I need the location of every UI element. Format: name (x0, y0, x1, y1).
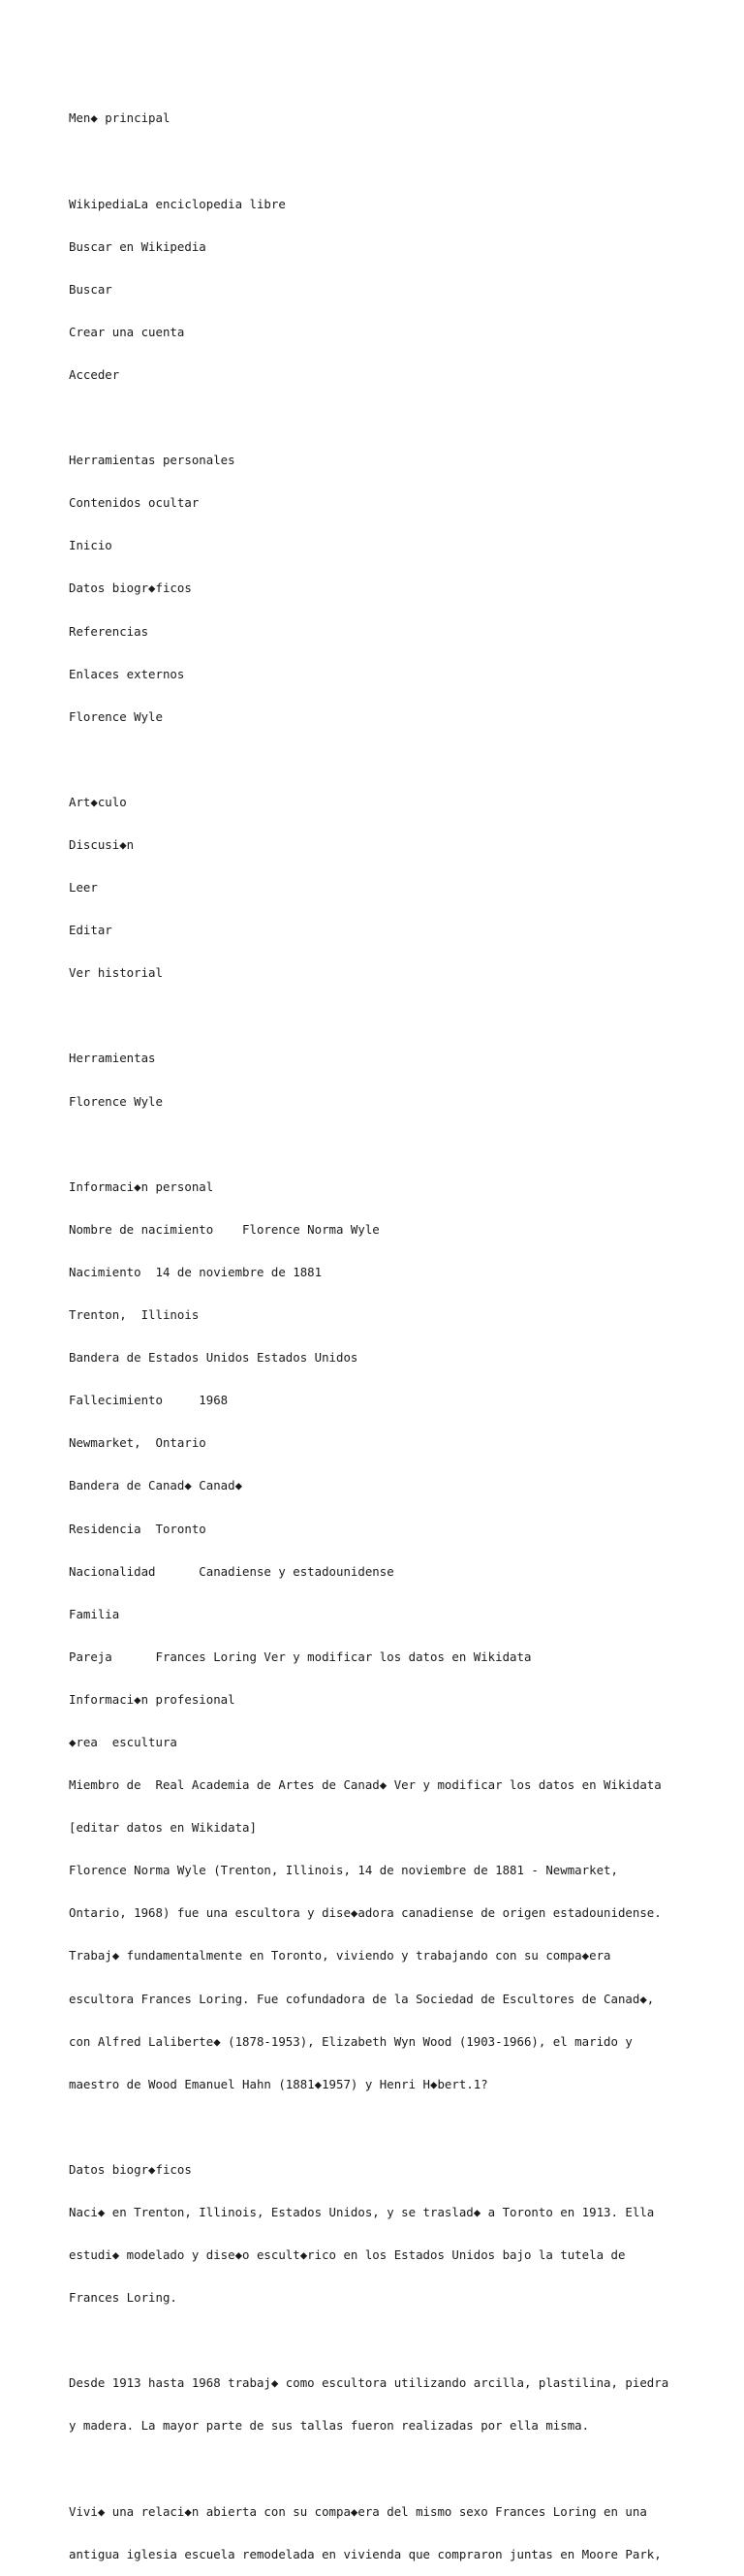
tab-discussion[interactable]: Discusi◆n (69, 837, 135, 852)
infobox-birth-flag: Bandera de Estados Unidos Estados Unidos (69, 1350, 358, 1366)
spacer (69, 1138, 705, 1152)
infobox-family-header: Familia (69, 1606, 120, 1621)
infobox-personal-header: Informaci◆n personal (69, 1178, 214, 1194)
infobox-birth-place: Trenton, Illinois (69, 1307, 200, 1323)
infobox-residence: Residencia Toronto (69, 1521, 206, 1536)
page-title: Florence Wyle (69, 708, 163, 724)
intro-line: con Alfred Laliberte◆ (1878-1953), Elizabeth Wyn Wood (1903-1966), el marido y (69, 2033, 633, 2049)
edit-wikidata-link[interactable]: [editar datos en Wikidata] (69, 1820, 257, 1836)
bio-line: Frances Loring. (69, 2290, 177, 2306)
spacer (69, 411, 705, 425)
bio-line: estudi◆ modelado y dise◆o escult◆rico en los Estados Unidos bajo la tutela de (69, 2247, 626, 2263)
main-menu-button[interactable]: Men◆ principal (69, 110, 170, 126)
section-heading-bio: Datos biogr◆ficos (69, 2161, 192, 2177)
intro-line: Trabaj◆ fundamentalmente en Toronto, viviendo y trabajando con su compa◆era (69, 1948, 611, 1963)
intro-line: Florence Norma Wyle (Trenton, Illinois, 14 de noviembre de 1881 - Newmarket, (69, 1863, 618, 1878)
bio-line: Naci◆ en Trenton, Illinois, Estados Unidos, y se traslad◆ a Toronto en 1913. Ella (69, 2205, 655, 2219)
infobox-nationality: Nacionalidad Canadiense y estadounidense (69, 1563, 394, 1579)
tab-edit[interactable]: Editar (69, 923, 112, 938)
spacer (69, 2334, 705, 2348)
infobox-professional-header: Informaci◆n profesional (69, 1691, 235, 1707)
infobox-area: ◆rea escultura (69, 1734, 177, 1749)
intro-line: maestro de Wood Emanuel Hahn (1881◆1957) y Henri H◆bert.1? (69, 2076, 488, 2091)
tab-history[interactable]: Ver historial (69, 965, 163, 981)
article-heading: Florence Wyle (69, 1093, 163, 1109)
infobox-death: Fallecimiento 1968 (69, 1393, 229, 1408)
infobox-death-flag: Bandera de Canad◆ Canad◆ (69, 1478, 243, 1493)
bio-line: y madera. La mayor parte de sus tallas fueron realizadas por ella misma. (69, 2418, 590, 2434)
spacer (69, 753, 705, 768)
tab-read[interactable]: Leer (69, 880, 98, 895)
search-input-label[interactable]: Buscar en Wikipedia (69, 238, 206, 254)
intro-line: Ontario, 1968) fue una escultora y dise◆adora canadiense de origen estadounidense. (69, 1905, 662, 1921)
contents-hide-toggle[interactable]: Contenidos ocultar (69, 495, 200, 511)
document-page (69, 83, 705, 2576)
spacer (69, 1009, 705, 1023)
spacer (69, 155, 705, 170)
infobox-member: Miembro de Real Academia de Artes de Canad◆ Ver y modificar los datos en Wikidata (69, 1777, 662, 1793)
intro-line: escultora Frances Loring. Fue cofundadora de la Sociedad de Escultores de Canad◆, (69, 1991, 655, 2006)
spacer (69, 2463, 705, 2477)
tab-article[interactable]: Art◆culo (69, 794, 127, 809)
create-account-link[interactable]: Crear una cuenta (69, 324, 185, 339)
tools-menu[interactable]: Herramientas (69, 1051, 156, 1066)
infobox-birth: Nacimiento 14 de noviembre de 1881 (69, 1264, 323, 1279)
search-button[interactable]: Buscar (69, 281, 112, 297)
infobox-partner: Pareja Frances Loring Ver y modificar los datos en Wikidata (69, 1649, 532, 1664)
infobox-birth-name: Nombre de nacimiento Florence Norma Wyle (69, 1221, 380, 1237)
site-logo-link[interactable]: WikipediaLa enciclopedia libre (69, 196, 286, 211)
personal-tools-menu[interactable]: Herramientas personales (69, 453, 235, 468)
login-link[interactable]: Acceder (69, 366, 120, 382)
toc-item-datos-biograficos[interactable]: Datos biogr◆ficos (69, 581, 192, 596)
toc-item-referencias[interactable]: Referencias (69, 623, 149, 639)
toc-item-inicio[interactable]: Inicio (69, 538, 112, 553)
toc-item-enlaces-externos[interactable]: Enlaces externos (69, 666, 185, 681)
infobox-death-place: Newmarket, Ontario (69, 1435, 206, 1451)
spacer (69, 2120, 705, 2135)
bio-line: antigua iglesia escuela remodelada en vivienda que compraron juntas en Moore Park, (69, 2546, 662, 2561)
bio-line: Vivi◆ una relaci◆n abierta con su compa◆era del mismo sexo Frances Loring en una (69, 2503, 647, 2519)
bio-line: Desde 1913 hasta 1968 trabaj◆ como escultora utilizando arcilla, plastilina, piedra (69, 2375, 669, 2391)
